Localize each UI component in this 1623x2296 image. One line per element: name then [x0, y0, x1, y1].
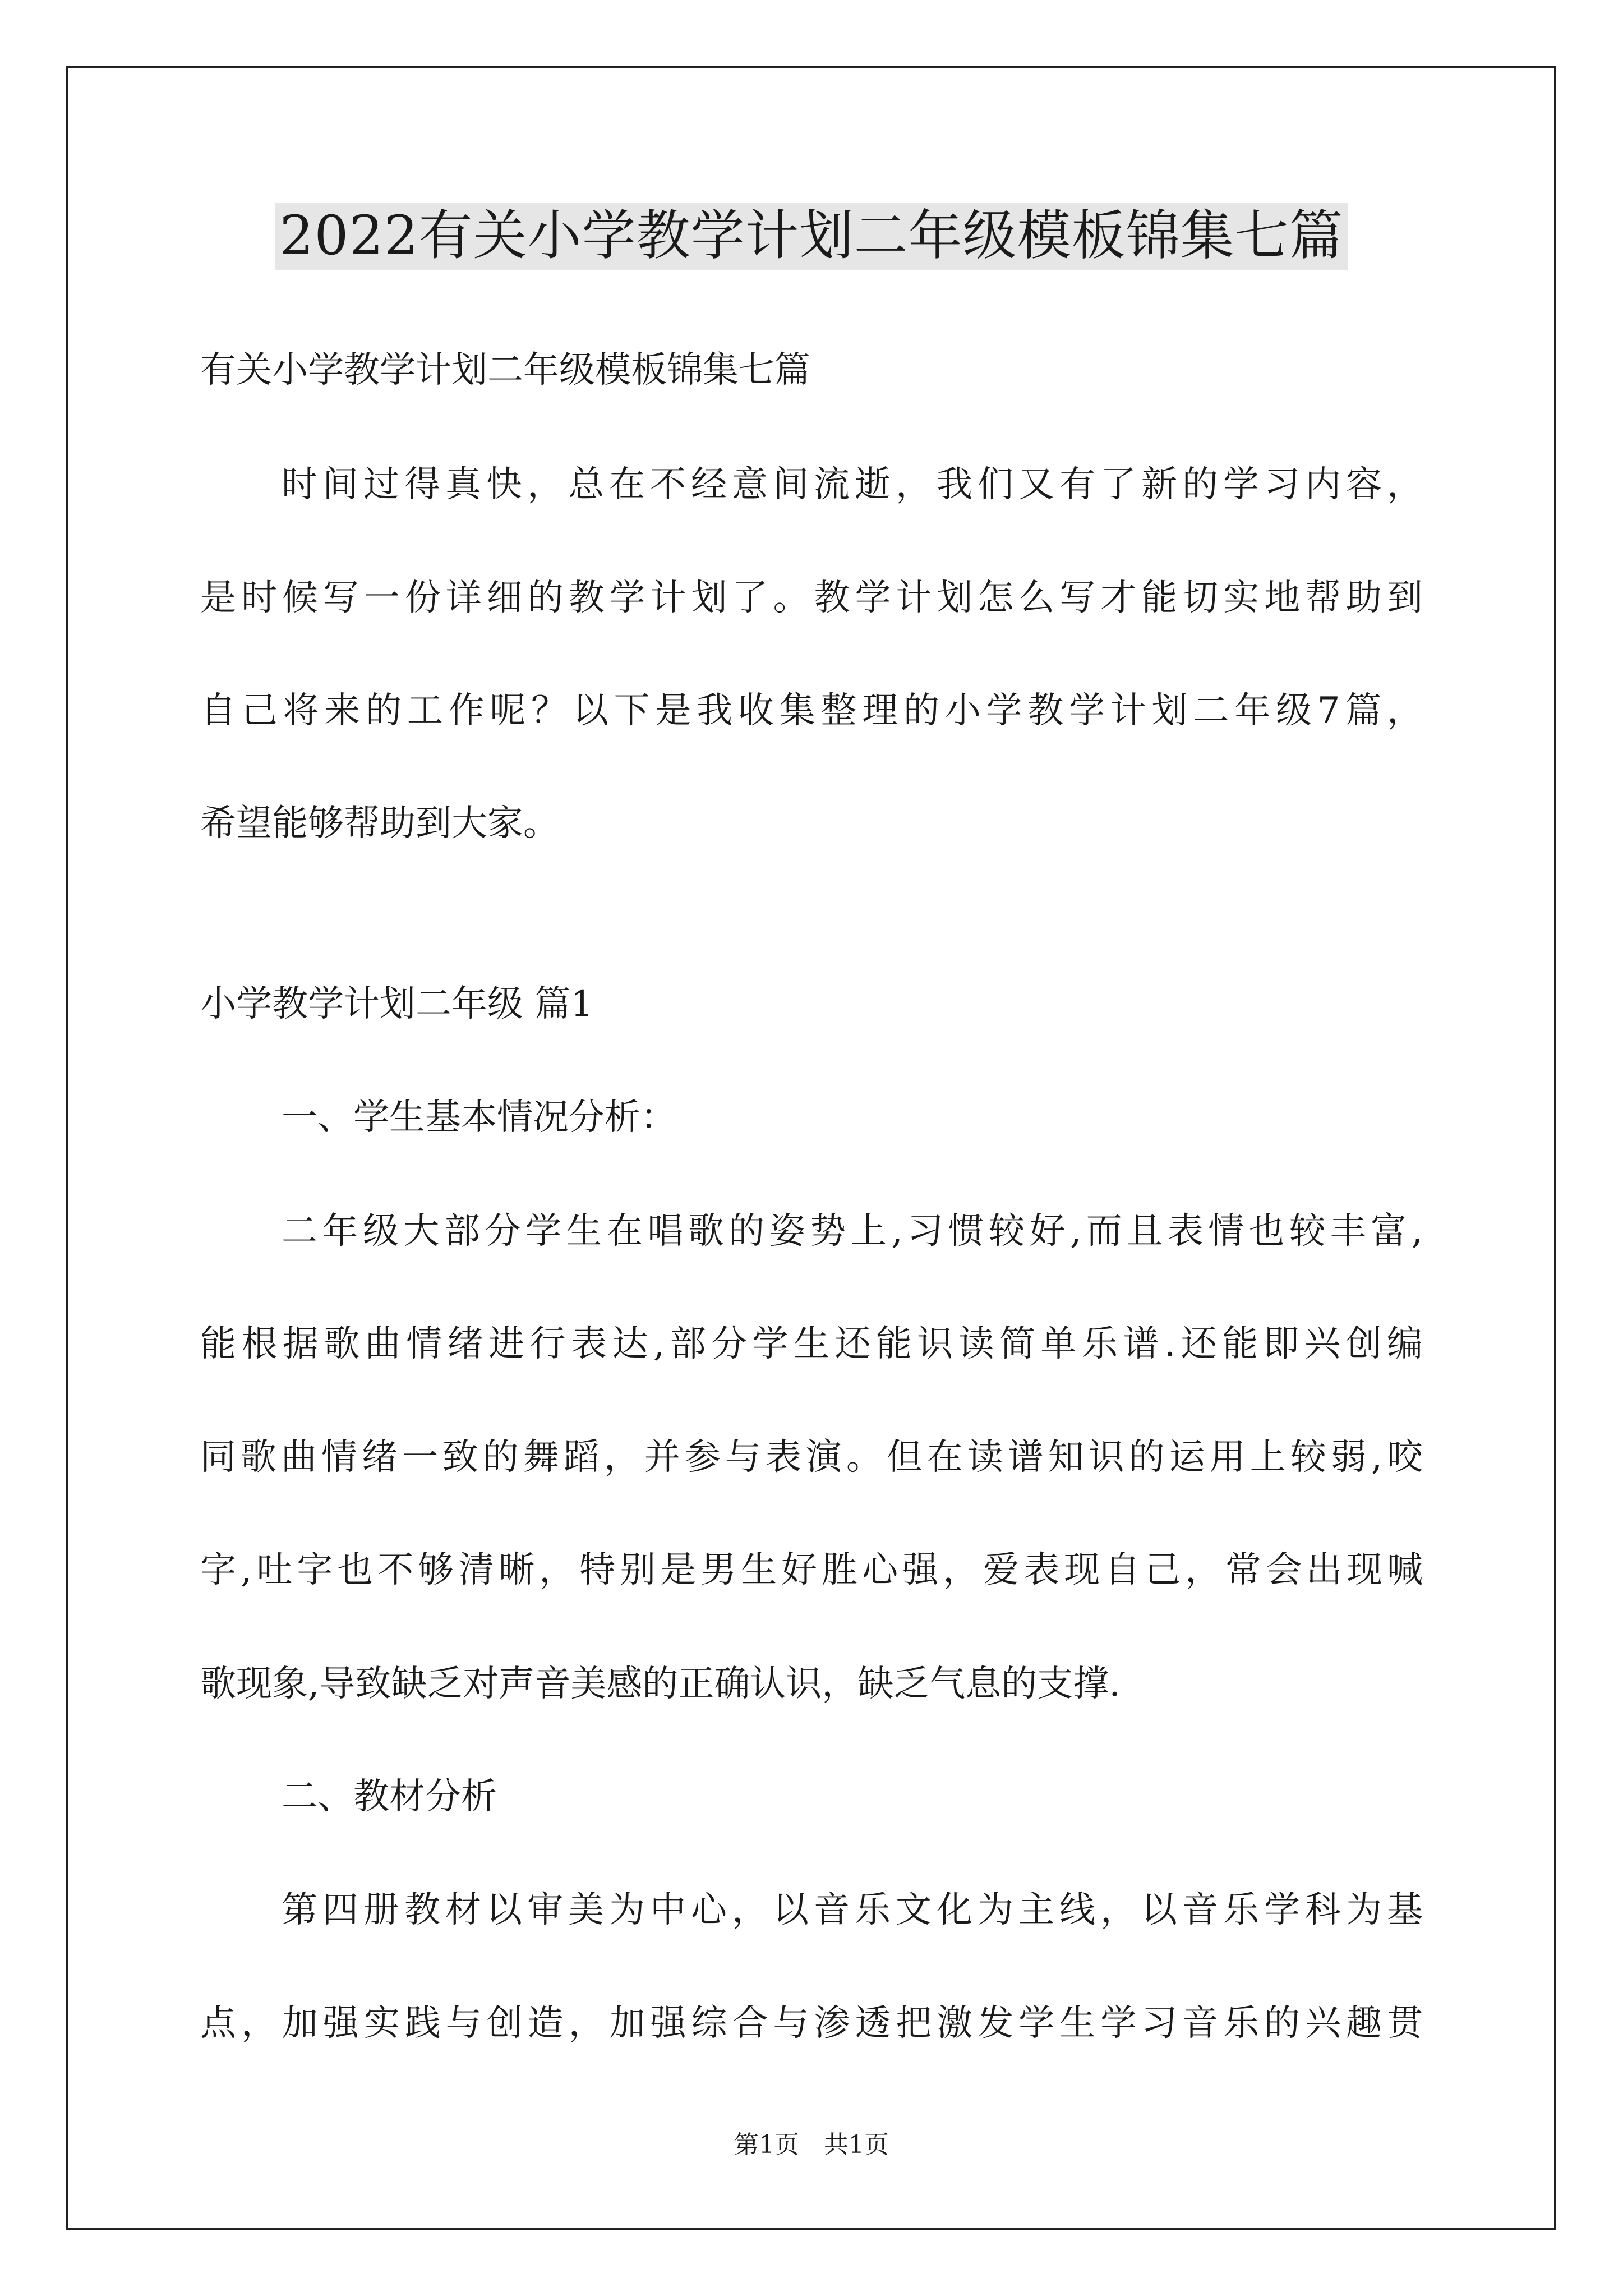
document-title: [0, 203, 1623, 270]
paragraph-line: 歌现象,导致缺乏对声音美感的正确认识，缺乏气息的支撑.: [200, 1663, 1121, 1705]
subheading-textbook-analysis: 二、教材分析: [282, 1776, 497, 1818]
intro-line: 希望能够帮助到大家。: [200, 803, 559, 844]
intro-line: 是时候写一份详细的教学计划了。教学计划怎么写才能切实地帮助到: [200, 577, 1423, 619]
paragraph-line: 同歌曲情绪一致的舞蹈，并参与表演。但在读谱知识的运用上较弱,咬: [200, 1437, 1423, 1478]
intro-line: 自己将来的工作呢？以下是我收集整理的小学教学计划二年级7篇，: [200, 690, 1423, 731]
paragraph-line: 点，加强实践与创造，加强综合与渗透把激发学生学习音乐的兴趣贯: [200, 2003, 1423, 2044]
paragraph-line: 二年级大部分学生在唱歌的姿势上,习惯较好,而且表情也较丰富,: [282, 1211, 1423, 1252]
subheading-student-analysis: 一、学生基本情况分析：: [282, 1097, 676, 1138]
document-title-text: 2022有关小学教学计划二年级模板锦集七篇: [275, 203, 1348, 270]
paragraph-line: 能根据歌曲情绪进行表达,部分学生还能识读简单乐谱.还能即兴创编: [200, 1323, 1423, 1365]
section-heading: 小学教学计划二年级 篇1: [200, 983, 594, 1025]
document-subtitle: 有关小学教学计划二年级模板锦集七篇: [200, 349, 810, 391]
paragraph-line: 第四册教材以审美为中心，以音乐文化为主线，以音乐学科为基: [282, 1889, 1423, 1931]
intro-line: 时间过得真快，总在不经意间流逝，我们又有了新的学习内容，: [282, 464, 1423, 505]
paragraph-line: 字,吐字也不够清晰，特别是男生好胜心强，爱表现自己，常会出现喊: [200, 1549, 1423, 1591]
page-footer: 第1页 共1页: [734, 2131, 889, 2159]
